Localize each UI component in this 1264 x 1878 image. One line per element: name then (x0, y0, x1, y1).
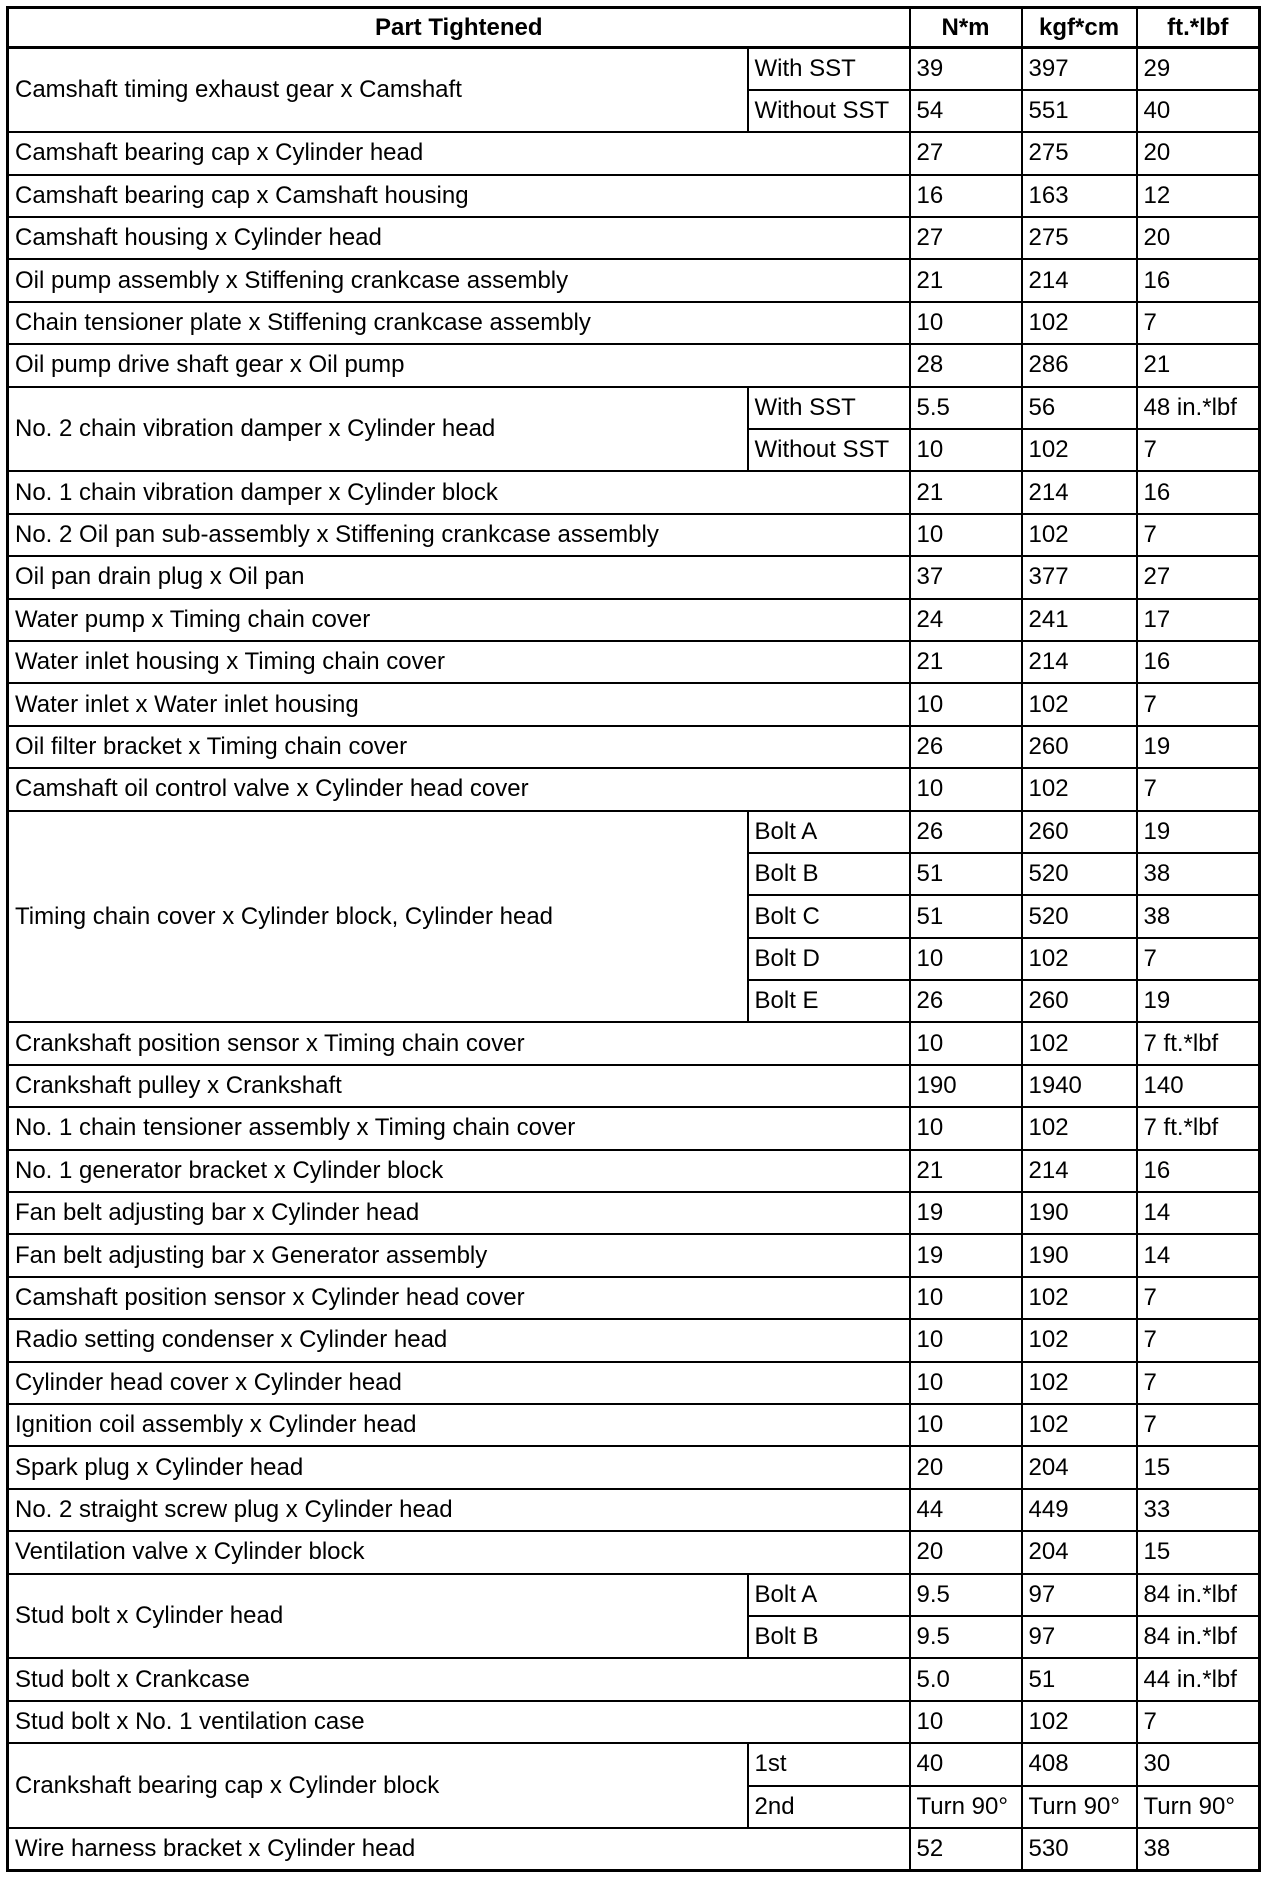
part-cell: Water inlet housing x Timing chain cover (8, 641, 910, 683)
nm-cell: 27 (910, 132, 1022, 174)
kgfcm-cell: 275 (1022, 132, 1137, 174)
table-row (8, 471, 1260, 513)
nm-cell: 10 (910, 1107, 1022, 1149)
ftlbf-cell: 15 (1137, 1446, 1260, 1488)
nm-cell: Turn 90° (910, 1786, 1022, 1828)
kgfcm-cell: 204 (1022, 1531, 1137, 1573)
nm-cell: 21 (910, 471, 1022, 513)
kgfcm-cell: 214 (1022, 471, 1137, 513)
ftlbf-cell: 7 (1137, 683, 1260, 725)
table-row (8, 726, 1260, 768)
nm-cell: 9.5 (910, 1574, 1022, 1616)
ftlbf-cell: 7 (1137, 514, 1260, 556)
ftlbf-cell: 7 ft.*lbf (1137, 1022, 1260, 1064)
part-cell: No. 2 straight screw plug x Cylinder head (8, 1489, 910, 1531)
ftlbf-cell: 38 (1137, 895, 1260, 937)
part-cell: Camshaft bearing cap x Camshaft housing (8, 175, 910, 217)
part-cell: Stud bolt x No. 1 ventilation case (8, 1701, 910, 1743)
condition-cell: Bolt A (748, 811, 910, 853)
header-part-tightened: Part Tightened (8, 8, 910, 48)
kgfcm-cell: 102 (1022, 1701, 1137, 1743)
nm-cell: 20 (910, 1531, 1022, 1573)
nm-cell: 10 (910, 429, 1022, 471)
ftlbf-cell: 16 (1137, 641, 1260, 683)
nm-cell: 10 (910, 1362, 1022, 1404)
ftlbf-cell: 16 (1137, 1150, 1260, 1192)
nm-cell: 10 (910, 302, 1022, 344)
table-row (8, 1234, 1260, 1276)
nm-cell: 9.5 (910, 1616, 1022, 1658)
table-row (8, 175, 1260, 217)
part-cell: Fan belt adjusting bar x Cylinder head (8, 1192, 910, 1234)
condition-cell: Bolt C (748, 895, 910, 937)
table-row (8, 1574, 1260, 1616)
header-kgfcm: kgf*cm (1022, 8, 1137, 48)
condition-cell: Bolt B (748, 853, 910, 895)
part-cell: Wire harness bracket x Cylinder head (8, 1828, 910, 1871)
nm-cell: 37 (910, 556, 1022, 598)
table-row (8, 1065, 1260, 1107)
kgfcm-cell: 214 (1022, 259, 1137, 301)
ftlbf-cell: 84 in.*lbf (1137, 1574, 1260, 1616)
condition-cell: Bolt B (748, 1616, 910, 1658)
ftlbf-cell: 7 (1137, 1362, 1260, 1404)
table-row (8, 1701, 1260, 1743)
table-row (8, 1404, 1260, 1446)
ftlbf-cell: 17 (1137, 599, 1260, 641)
kgfcm-cell: 551 (1022, 90, 1137, 132)
ftlbf-cell: 7 (1137, 429, 1260, 471)
kgfcm-cell: 214 (1022, 641, 1137, 683)
nm-cell: 40 (910, 1743, 1022, 1785)
kgfcm-cell: 102 (1022, 429, 1137, 471)
ftlbf-cell: 84 in.*lbf (1137, 1616, 1260, 1658)
nm-cell: 16 (910, 175, 1022, 217)
nm-cell: 26 (910, 980, 1022, 1022)
ftlbf-cell: 38 (1137, 1828, 1260, 1871)
table-row (8, 48, 1260, 90)
kgfcm-cell: 102 (1022, 683, 1137, 725)
ftlbf-cell: 27 (1137, 556, 1260, 598)
table-row (8, 1489, 1260, 1531)
kgfcm-cell: 102 (1022, 1107, 1137, 1149)
part-cell: Oil pump assembly x Stiffening crankcase assembly (8, 259, 910, 301)
kgfcm-cell: 190 (1022, 1234, 1137, 1276)
part-cell: Water pump x Timing chain cover (8, 599, 910, 641)
part-cell: Oil pan drain plug x Oil pan (8, 556, 910, 598)
ftlbf-cell: 12 (1137, 175, 1260, 217)
condition-cell: With SST (748, 48, 910, 90)
nm-cell: 190 (910, 1065, 1022, 1107)
kgfcm-cell: 163 (1022, 175, 1137, 217)
kgfcm-cell: 56 (1022, 387, 1137, 429)
nm-cell: 51 (910, 895, 1022, 937)
nm-cell: 10 (910, 1022, 1022, 1064)
nm-cell: 51 (910, 853, 1022, 895)
kgfcm-cell: 102 (1022, 1404, 1137, 1446)
nm-cell: 10 (910, 1319, 1022, 1361)
table-row (8, 387, 1260, 429)
table-row (8, 1192, 1260, 1234)
nm-cell: 27 (910, 217, 1022, 259)
kgfcm-cell: 190 (1022, 1192, 1137, 1234)
kgfcm-cell: 260 (1022, 811, 1137, 853)
part-cell: No. 1 generator bracket x Cylinder block (8, 1150, 910, 1192)
nm-cell: 5.0 (910, 1658, 1022, 1700)
ftlbf-cell: 16 (1137, 259, 1260, 301)
table-row (8, 132, 1260, 174)
condition-cell: Bolt E (748, 980, 910, 1022)
table-row (8, 1743, 1260, 1785)
ftlbf-cell: 7 (1137, 1404, 1260, 1446)
kgfcm-cell: 530 (1022, 1828, 1137, 1871)
part-cell: Chain tensioner plate x Stiffening crankcase assembly (8, 302, 910, 344)
part-cell: Camshaft timing exhaust gear x Camshaft (8, 48, 748, 133)
kgfcm-cell: 397 (1022, 48, 1137, 90)
part-cell: Ignition coil assembly x Cylinder head (8, 1404, 910, 1446)
nm-cell: 19 (910, 1192, 1022, 1234)
ftlbf-cell: 7 (1137, 1277, 1260, 1319)
nm-cell: 10 (910, 768, 1022, 810)
table-row (8, 1022, 1260, 1064)
table-body (8, 48, 1260, 1871)
kgfcm-cell: 286 (1022, 344, 1137, 386)
ftlbf-cell: 7 (1137, 302, 1260, 344)
table-row (8, 768, 1260, 810)
part-cell: Crankshaft pulley x Crankshaft (8, 1065, 910, 1107)
ftlbf-cell: 44 in.*lbf (1137, 1658, 1260, 1700)
table-row (8, 259, 1260, 301)
part-cell: Cylinder head cover x Cylinder head (8, 1362, 910, 1404)
nm-cell: 52 (910, 1828, 1022, 1871)
kgfcm-cell: 241 (1022, 599, 1137, 641)
condition-cell: Bolt A (748, 1574, 910, 1616)
nm-cell: 20 (910, 1446, 1022, 1488)
part-cell: Oil filter bracket x Timing chain cover (8, 726, 910, 768)
ftlbf-cell: 7 (1137, 938, 1260, 980)
ftlbf-cell: 14 (1137, 1234, 1260, 1276)
kgfcm-cell: Turn 90° (1022, 1786, 1137, 1828)
nm-cell: 19 (910, 1234, 1022, 1276)
table-row (8, 1150, 1260, 1192)
ftlbf-cell: 33 (1137, 1489, 1260, 1531)
condition-cell: With SST (748, 387, 910, 429)
condition-cell: 1st (748, 1743, 910, 1785)
table-row (8, 811, 1260, 853)
ftlbf-cell: 21 (1137, 344, 1260, 386)
kgfcm-cell: 102 (1022, 1022, 1137, 1064)
table-row (8, 1658, 1260, 1700)
kgfcm-cell: 520 (1022, 853, 1137, 895)
nm-cell: 21 (910, 1150, 1022, 1192)
condition-cell: 2nd (748, 1786, 910, 1828)
table-row (8, 1531, 1260, 1573)
part-cell: Oil pump drive shaft gear x Oil pump (8, 344, 910, 386)
nm-cell: 28 (910, 344, 1022, 386)
kgfcm-cell: 449 (1022, 1489, 1137, 1531)
part-cell: Camshaft position sensor x Cylinder head cover (8, 1277, 910, 1319)
ftlbf-cell: 19 (1137, 726, 1260, 768)
table-row (8, 514, 1260, 556)
part-cell: Crankshaft bearing cap x Cylinder block (8, 1743, 748, 1828)
nm-cell: 10 (910, 938, 1022, 980)
part-cell: Camshaft bearing cap x Cylinder head (8, 132, 910, 174)
part-cell: Water inlet x Water inlet housing (8, 683, 910, 725)
ftlbf-cell: 7 (1137, 1701, 1260, 1743)
kgfcm-cell: 260 (1022, 980, 1137, 1022)
table-row (8, 641, 1260, 683)
nm-cell: 39 (910, 48, 1022, 90)
kgfcm-cell: 102 (1022, 1319, 1137, 1361)
nm-cell: 5.5 (910, 387, 1022, 429)
condition-cell: Bolt D (748, 938, 910, 980)
part-cell: Crankshaft position sensor x Timing chain cover (8, 1022, 910, 1064)
table-row (8, 1319, 1260, 1361)
ftlbf-cell: 16 (1137, 471, 1260, 513)
kgfcm-cell: 377 (1022, 556, 1137, 598)
nm-cell: 26 (910, 811, 1022, 853)
ftlbf-cell: 7 (1137, 1319, 1260, 1361)
part-cell: Camshaft housing x Cylinder head (8, 217, 910, 259)
condition-cell: Without SST (748, 90, 910, 132)
kgfcm-cell: 97 (1022, 1574, 1137, 1616)
table-row (8, 1446, 1260, 1488)
ftlbf-cell: 29 (1137, 48, 1260, 90)
nm-cell: 26 (910, 726, 1022, 768)
part-cell: No. 1 chain vibration damper x Cylinder block (8, 471, 910, 513)
ftlbf-cell: 48 in.*lbf (1137, 387, 1260, 429)
kgfcm-cell: 97 (1022, 1616, 1137, 1658)
kgfcm-cell: 204 (1022, 1446, 1137, 1488)
part-cell: Stud bolt x Cylinder head (8, 1574, 748, 1659)
ftlbf-cell: 14 (1137, 1192, 1260, 1234)
nm-cell: 21 (910, 641, 1022, 683)
nm-cell: 44 (910, 1489, 1022, 1531)
kgfcm-cell: 102 (1022, 1362, 1137, 1404)
part-cell: No. 2 Oil pan sub-assembly x Stiffening crankcase assembly (8, 514, 910, 556)
kgfcm-cell: 102 (1022, 938, 1137, 980)
part-cell: Spark plug x Cylinder head (8, 1446, 910, 1488)
kgfcm-cell: 214 (1022, 1150, 1137, 1192)
kgfcm-cell: 275 (1022, 217, 1137, 259)
kgfcm-cell: 102 (1022, 514, 1137, 556)
nm-cell: 10 (910, 1277, 1022, 1319)
table-row (8, 1362, 1260, 1404)
part-cell: No. 1 chain tensioner assembly x Timing chain cover (8, 1107, 910, 1149)
part-cell: Timing chain cover x Cylinder block, Cylinder head (8, 811, 748, 1023)
part-cell: Radio setting condenser x Cylinder head (8, 1319, 910, 1361)
table-row (8, 556, 1260, 598)
nm-cell: 21 (910, 259, 1022, 301)
part-cell: Stud bolt x Crankcase (8, 1658, 910, 1700)
ftlbf-cell: 7 (1137, 768, 1260, 810)
ftlbf-cell: Turn 90° (1137, 1786, 1260, 1828)
torque-specification-table (6, 6, 1261, 1872)
kgfcm-cell: 1940 (1022, 1065, 1137, 1107)
nm-cell: 24 (910, 599, 1022, 641)
table-row (8, 217, 1260, 259)
kgfcm-cell: 102 (1022, 302, 1137, 344)
ftlbf-cell: 38 (1137, 853, 1260, 895)
ftlbf-cell: 40 (1137, 90, 1260, 132)
condition-cell: Without SST (748, 429, 910, 471)
header-nm: N*m (910, 8, 1022, 48)
part-cell: Camshaft oil control valve x Cylinder head cover (8, 768, 910, 810)
header-row (8, 8, 1260, 48)
table-row (8, 1277, 1260, 1319)
table-row (8, 1828, 1260, 1871)
nm-cell: 10 (910, 1701, 1022, 1743)
ftlbf-cell: 20 (1137, 217, 1260, 259)
table-row (8, 599, 1260, 641)
kgfcm-cell: 520 (1022, 895, 1137, 937)
kgfcm-cell: 102 (1022, 1277, 1137, 1319)
ftlbf-cell: 30 (1137, 1743, 1260, 1785)
kgfcm-cell: 51 (1022, 1658, 1137, 1700)
nm-cell: 10 (910, 1404, 1022, 1446)
table-row (8, 344, 1260, 386)
nm-cell: 10 (910, 514, 1022, 556)
table-row (8, 302, 1260, 344)
nm-cell: 54 (910, 90, 1022, 132)
ftlbf-cell: 20 (1137, 132, 1260, 174)
kgfcm-cell: 102 (1022, 768, 1137, 810)
table-row (8, 1107, 1260, 1149)
ftlbf-cell: 15 (1137, 1531, 1260, 1573)
table-row (8, 683, 1260, 725)
ftlbf-cell: 140 (1137, 1065, 1260, 1107)
ftlbf-cell: 19 (1137, 811, 1260, 853)
kgfcm-cell: 260 (1022, 726, 1137, 768)
part-cell: Ventilation valve x Cylinder block (8, 1531, 910, 1573)
ftlbf-cell: 19 (1137, 980, 1260, 1022)
nm-cell: 10 (910, 683, 1022, 725)
part-cell: Fan belt adjusting bar x Generator assembly (8, 1234, 910, 1276)
kgfcm-cell: 408 (1022, 1743, 1137, 1785)
ftlbf-cell: 7 ft.*lbf (1137, 1107, 1260, 1149)
header-ftlbf: ft.*lbf (1137, 8, 1260, 48)
part-cell: No. 2 chain vibration damper x Cylinder head (8, 387, 748, 472)
